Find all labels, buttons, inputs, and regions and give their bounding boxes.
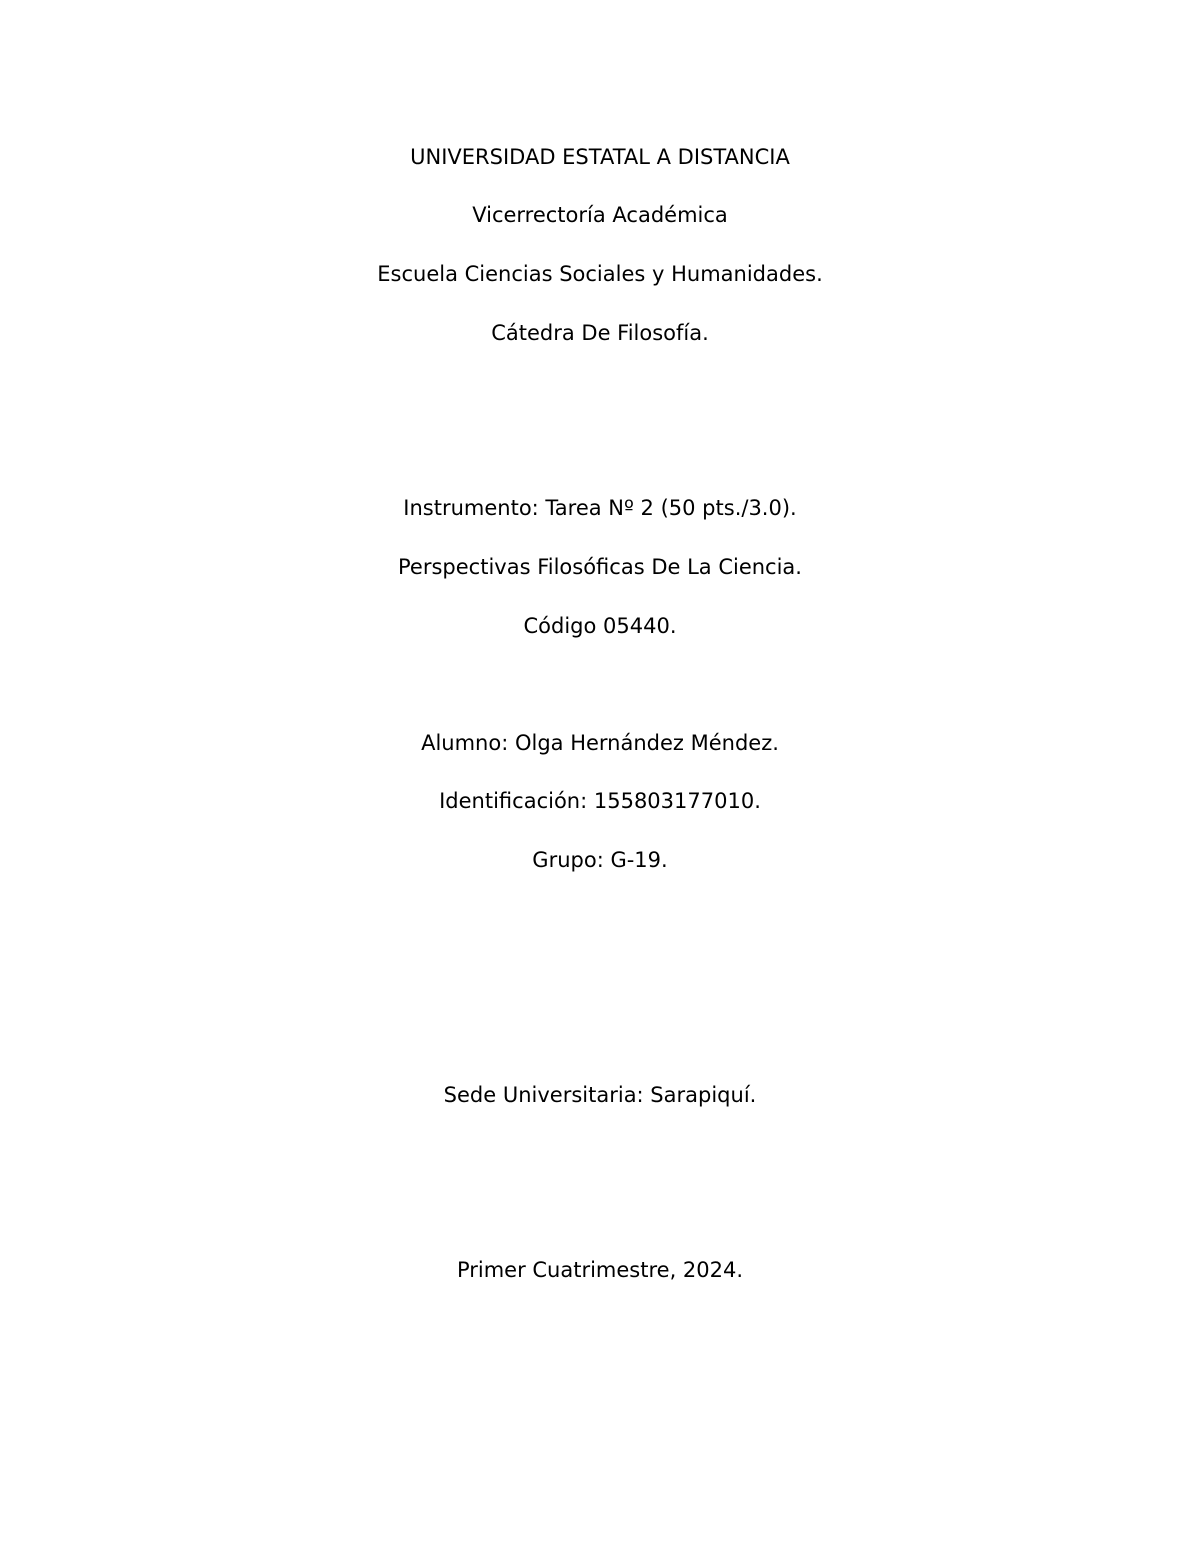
course-title: Perspectivas Filosóficas De La Ciencia. bbox=[398, 555, 802, 579]
student-name: Alumno: Olga Hernández Méndez. bbox=[421, 731, 779, 755]
vicerrectoria-label: Vicerrectoría Académica bbox=[472, 203, 728, 227]
sede-label: Sede Universitaria: Sarapiquí. bbox=[443, 1083, 757, 1107]
student-group: Grupo: G-19. bbox=[532, 848, 668, 872]
catedra-label: Cátedra De Filosofía. bbox=[491, 321, 709, 345]
instrumento-label: Instrumento: Tarea Nº 2 (50 pts./3.0). bbox=[403, 496, 797, 520]
student-id: Identificación: 155803177010. bbox=[439, 789, 761, 813]
escuela-label: Escuela Ciencias Sociales y Humanidades. bbox=[377, 262, 823, 286]
course-code: Código 05440. bbox=[523, 614, 677, 638]
periodo-label: Primer Cuatrimestre, 2024. bbox=[456, 1258, 744, 1282]
university-name: UNIVERSIDAD ESTATAL A DISTANCIA bbox=[410, 145, 790, 169]
